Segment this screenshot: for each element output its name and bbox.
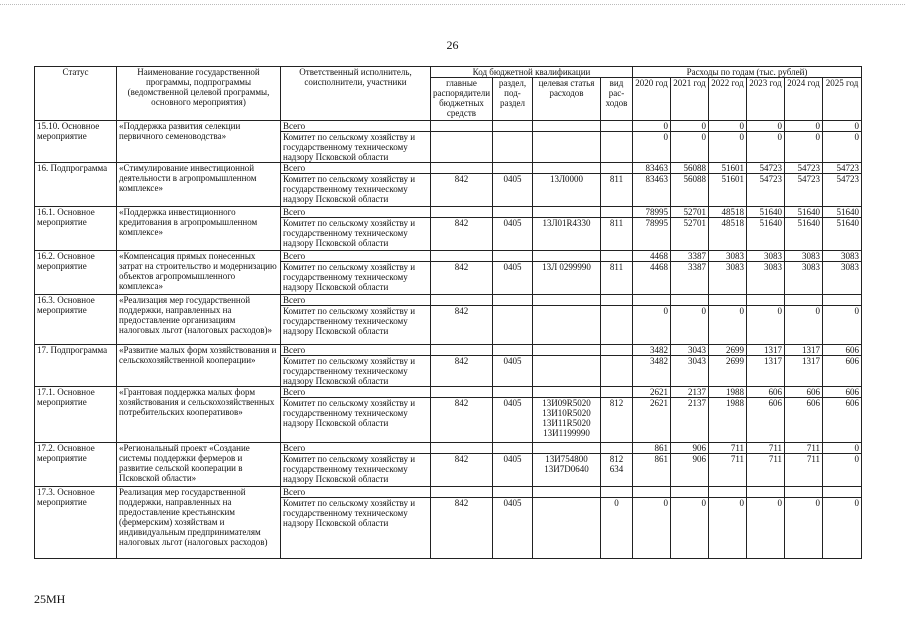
- row-value: 0: [671, 306, 709, 345]
- empty-cell: [493, 163, 533, 174]
- row-total-value: 54723: [823, 163, 862, 174]
- row-total-value: 3482: [633, 345, 671, 356]
- row-kbk-main: 842: [431, 454, 493, 487]
- row-value: 2137: [671, 398, 709, 443]
- row-total-value: [785, 487, 823, 498]
- row-kbk-main: [431, 132, 493, 163]
- row-value: 0: [671, 132, 709, 163]
- row-kbk-section: 0405: [493, 498, 533, 559]
- empty-cell: [431, 295, 493, 306]
- row-total-value: 0: [709, 121, 747, 132]
- header-kbk: Код бюджетной квалификации: [431, 67, 633, 78]
- row-total-value: 606: [747, 387, 785, 398]
- row-total-value: 3043: [671, 345, 709, 356]
- row-value: 606: [785, 398, 823, 443]
- row-total-value: 1317: [747, 345, 785, 356]
- row-value: 48518: [709, 218, 747, 251]
- row-name: Реализация мер государственной поддержки, направленных на предоставление крестьянским (фермерским) хозяйствам и индивидуальным предпринимателям налоговых льгот (налоговых расходов): [117, 487, 281, 559]
- article-code: 13Л01R4330: [542, 218, 591, 228]
- row-kbk-article: [533, 306, 601, 345]
- empty-cell: [431, 387, 493, 398]
- article-code: 13И1199990: [543, 428, 590, 438]
- article-code: 13И754800: [545, 454, 588, 464]
- header-kbk-article: целевая статья расходов: [533, 78, 601, 121]
- row-status: 16. Подпрограмма: [35, 163, 117, 207]
- row-total-value: 0: [823, 121, 862, 132]
- empty-cell: [601, 295, 633, 306]
- row-executor: Комитет по сельскому хозяйству и государственному техническому надзору Псковской области: [281, 454, 431, 487]
- row-total-value: 3387: [671, 251, 709, 262]
- row-kbk-type: 811: [601, 218, 633, 251]
- header-year: 2020 год: [633, 78, 671, 121]
- row-value: 52701: [671, 218, 709, 251]
- article-code: 13Л0000: [549, 174, 584, 184]
- row-kbk-main: 842: [431, 398, 493, 443]
- row-total-label: Всего: [281, 163, 431, 174]
- row-value: 3083: [709, 262, 747, 295]
- row-executor: Комитет по сельскому хозяйству и государственному техническому надзору Псковской области: [281, 132, 431, 163]
- row-value: 0: [671, 498, 709, 559]
- row-value: 0: [785, 306, 823, 345]
- row-kbk-section: 0405: [493, 218, 533, 251]
- row-total-value: [709, 487, 747, 498]
- row-value: 51601: [709, 174, 747, 207]
- row-value: 3083: [823, 262, 862, 295]
- article-code: 13И7D0640: [544, 464, 589, 474]
- row-total-value: 51640: [823, 207, 862, 218]
- footer-code: 25МН: [34, 592, 66, 606]
- row-value: 51640: [823, 218, 862, 251]
- row-kbk-main: 842: [431, 306, 493, 345]
- row-kbk-type: 0: [601, 498, 633, 559]
- row-total-value: [671, 487, 709, 498]
- row-total-value: 906: [671, 443, 709, 454]
- row-kbk-article: [533, 174, 601, 207]
- row-name: «Развитие малых форм хозяйствования и сельскохозяйственной кооперации»: [117, 345, 281, 387]
- table-row-total: [35, 207, 862, 218]
- row-total-value: [671, 295, 709, 306]
- header-kbk-main: главные распорядители бюджетных средств: [431, 78, 493, 121]
- row-total-value: 2699: [709, 345, 747, 356]
- empty-cell: [601, 387, 633, 398]
- row-total-value: [785, 295, 823, 306]
- table-row-total: [35, 251, 862, 262]
- header-status: Статус: [35, 67, 117, 121]
- empty-cell: [493, 207, 533, 218]
- row-total-value: [709, 295, 747, 306]
- empty-cell: [431, 251, 493, 262]
- empty-cell: [601, 345, 633, 356]
- header-expenses: Расходы по годам (тыс. рублей): [633, 67, 862, 78]
- row-status: 17.3. Основное мероприятие: [35, 487, 117, 559]
- row-status: 17.1. Основное мероприятие: [35, 387, 117, 443]
- row-value: 711: [709, 454, 747, 487]
- row-kbk-section: 0405: [493, 262, 533, 295]
- article-code: 13И11R5020: [542, 418, 591, 428]
- row-total-value: [633, 295, 671, 306]
- row-kbk-article: [533, 262, 601, 295]
- row-total-value: [633, 487, 671, 498]
- row-value: 54723: [823, 174, 862, 207]
- row-executor: Комитет по сельскому хозяйству и государственному техническому надзору Псковской области: [281, 498, 431, 559]
- row-value: 0: [823, 454, 862, 487]
- empty-cell: [533, 163, 601, 174]
- row-kbk-main: 842: [431, 262, 493, 295]
- row-kbk-section: 0405: [493, 454, 533, 487]
- row-kbk-main: 842: [431, 218, 493, 251]
- row-kbk-main: 842: [431, 356, 493, 387]
- row-total-value: 606: [823, 387, 862, 398]
- row-total-value: 3083: [709, 251, 747, 262]
- row-value: 3482: [633, 356, 671, 387]
- row-value: 0: [747, 498, 785, 559]
- row-kbk-article: [533, 498, 601, 559]
- row-total-value: 51640: [747, 207, 785, 218]
- row-value: 51640: [785, 218, 823, 251]
- article-code: 13И10R5020: [542, 408, 591, 418]
- row-value: 4468: [633, 262, 671, 295]
- row-value: 711: [747, 454, 785, 487]
- row-total-value: 52701: [671, 207, 709, 218]
- row-kbk-article: [533, 218, 601, 251]
- row-value: 0: [785, 498, 823, 559]
- row-total-value: 0: [671, 121, 709, 132]
- table-row-total: [35, 295, 862, 306]
- row-value: 0: [823, 132, 862, 163]
- empty-cell: [533, 387, 601, 398]
- header-year: 2023 год: [747, 78, 785, 121]
- empty-cell: [601, 251, 633, 262]
- row-name: «Компенсация прямых понесенных затрат на строительство и модернизацию объектов агропромышленного комплекса»: [117, 251, 281, 295]
- row-total-value: 1988: [709, 387, 747, 398]
- empty-cell: [431, 207, 493, 218]
- empty-cell: [431, 487, 493, 498]
- article-code: 13Л 0299990: [542, 262, 591, 272]
- row-kbk-type: [601, 306, 633, 345]
- row-value: 0: [633, 306, 671, 345]
- empty-cell: [493, 345, 533, 356]
- row-total-value: 83463: [633, 163, 671, 174]
- row-value: 0: [633, 498, 671, 559]
- empty-cell: [533, 121, 601, 132]
- table-row-total: [35, 387, 862, 398]
- row-kbk-type: [601, 132, 633, 163]
- empty-cell: [431, 443, 493, 454]
- row-name: «Поддержка развития селекции первичного семеноводства»: [117, 121, 281, 163]
- row-total-label: Всего: [281, 443, 431, 454]
- row-name: «Реализация мер государственной поддержки, направленных на предоставление организациям налоговых льгот (налоговых расходов)»: [117, 295, 281, 345]
- row-executor: Комитет по сельскому хозяйству и государственному техническому надзору Псковской области: [281, 262, 431, 295]
- row-total-value: 1317: [785, 345, 823, 356]
- row-total-value: 78995: [633, 207, 671, 218]
- row-total-value: 0: [633, 121, 671, 132]
- row-value: 0: [709, 306, 747, 345]
- empty-cell: [431, 121, 493, 132]
- row-total-value: 606: [823, 345, 862, 356]
- empty-cell: [493, 487, 533, 498]
- row-status: 16.2. Основное мероприятие: [35, 251, 117, 295]
- empty-cell: [601, 207, 633, 218]
- row-total-value: 3083: [823, 251, 862, 262]
- row-total-value: [747, 295, 785, 306]
- row-total-label: Всего: [281, 121, 431, 132]
- empty-cell: [493, 251, 533, 262]
- header-name: Наименование государственной программы, подпрограммы (ведомственной целевой программы, основного мероприятия): [117, 67, 281, 121]
- row-value: 711: [785, 454, 823, 487]
- row-kbk-type: 811: [601, 262, 633, 295]
- row-total-value: 0: [823, 443, 862, 454]
- row-value: 54723: [747, 174, 785, 207]
- row-kbk-type: 811: [601, 174, 633, 207]
- row-value: 2699: [709, 356, 747, 387]
- empty-cell: [431, 163, 493, 174]
- article-code: 13И09R5020: [542, 398, 591, 408]
- row-status: 15.10. Основное мероприятие: [35, 121, 117, 163]
- row-kbk-section: 0405: [493, 398, 533, 443]
- row-value: 83463: [633, 174, 671, 207]
- row-kbk-section: 0405: [493, 174, 533, 207]
- row-total-value: 0: [747, 121, 785, 132]
- row-value: 0: [747, 132, 785, 163]
- empty-cell: [601, 443, 633, 454]
- page-top-edge: [0, 4, 905, 5]
- empty-cell: [601, 487, 633, 498]
- row-value: 0: [709, 132, 747, 163]
- row-total-value: 4468: [633, 251, 671, 262]
- row-value: 2621: [633, 398, 671, 443]
- row-total-value: 3083: [747, 251, 785, 262]
- row-total-label: Всего: [281, 207, 431, 218]
- row-name: «Стимулирование инвестиционной деятельности в агропромышленном комплексе»: [117, 163, 281, 207]
- row-value: 0: [785, 132, 823, 163]
- table-row-total: [35, 487, 862, 498]
- table-row-total: [35, 443, 862, 454]
- table-row-total: [35, 345, 862, 356]
- budget-table: [34, 66, 862, 559]
- table-row-total: [35, 163, 862, 174]
- row-kbk-article: [533, 398, 601, 443]
- row-value: 0: [823, 498, 862, 559]
- row-kbk-article: [533, 454, 601, 487]
- row-status: 17. Подпрограмма: [35, 345, 117, 387]
- row-value: 51640: [747, 218, 785, 251]
- header-kbk-section: раздел, под-раздел: [493, 78, 533, 121]
- row-total-label: Всего: [281, 251, 431, 262]
- row-executor: Комитет по сельскому хозяйству и государственному техническому надзору Псковской области: [281, 218, 431, 251]
- empty-cell: [493, 295, 533, 306]
- header-year: 2021 год: [671, 78, 709, 121]
- empty-cell: [533, 207, 601, 218]
- row-value: 0: [709, 498, 747, 559]
- row-value: 3083: [785, 262, 823, 295]
- header-year: 2024 год: [785, 78, 823, 121]
- row-value: 0: [823, 306, 862, 345]
- row-value: 1988: [709, 398, 747, 443]
- row-total-value: [823, 295, 862, 306]
- row-total-label: Всего: [281, 295, 431, 306]
- row-value: 606: [823, 356, 862, 387]
- row-value: 1317: [747, 356, 785, 387]
- empty-cell: [493, 121, 533, 132]
- row-total-label: Всего: [281, 487, 431, 498]
- empty-cell: [601, 121, 633, 132]
- row-total-label: Всего: [281, 345, 431, 356]
- empty-cell: [431, 345, 493, 356]
- row-kbk-main: 842: [431, 174, 493, 207]
- page-number: 26: [446, 38, 459, 52]
- row-value: 606: [823, 398, 862, 443]
- row-total-value: [747, 487, 785, 498]
- row-executor: Комитет по сельскому хозяйству и государственному техническому надзору Псковской области: [281, 398, 431, 443]
- row-name: «Поддержка инвестиционного кредитования в агропромышленном комплексе»: [117, 207, 281, 251]
- row-total-value: 54723: [785, 163, 823, 174]
- row-total-value: 0: [785, 121, 823, 132]
- row-total-value: 711: [785, 443, 823, 454]
- row-status: 16.1. Основное мероприятие: [35, 207, 117, 251]
- table-row-total: [35, 121, 862, 132]
- row-total-value: 56088: [671, 163, 709, 174]
- row-value: 78995: [633, 218, 671, 251]
- row-kbk-section: 0405: [493, 356, 533, 387]
- empty-cell: [533, 345, 601, 356]
- row-value: 1317: [785, 356, 823, 387]
- row-total-value: 51640: [785, 207, 823, 218]
- row-kbk-article: [533, 356, 601, 387]
- row-name: «Грантовая поддержка малых форм хозяйствования и сельскохозяйственных потребительских кооперативов»: [117, 387, 281, 443]
- row-status: 16.3. Основное мероприятие: [35, 295, 117, 345]
- row-value: 906: [671, 454, 709, 487]
- row-value: 3043: [671, 356, 709, 387]
- row-total-value: 711: [709, 443, 747, 454]
- header-kbk-type: вид рас-ходов: [601, 78, 633, 121]
- row-value: 861: [633, 454, 671, 487]
- row-kbk-type: 812: [601, 398, 633, 443]
- empty-cell: [533, 251, 601, 262]
- row-kbk-type: [601, 356, 633, 387]
- row-total-value: 606: [785, 387, 823, 398]
- empty-cell: [493, 443, 533, 454]
- empty-cell: [533, 295, 601, 306]
- row-value: 0: [633, 132, 671, 163]
- row-kbk-article: [533, 132, 601, 163]
- row-total-value: 711: [747, 443, 785, 454]
- row-status: 17.2. Основное мероприятие: [35, 443, 117, 487]
- row-total-value: 861: [633, 443, 671, 454]
- row-total-value: 51601: [709, 163, 747, 174]
- row-value: 54723: [785, 174, 823, 207]
- empty-cell: [533, 487, 601, 498]
- header-year: 2025 год: [823, 78, 862, 121]
- row-value: 3387: [671, 262, 709, 295]
- row-total-label: Всего: [281, 387, 431, 398]
- header-year: 2022 год: [709, 78, 747, 121]
- row-total-value: 2621: [633, 387, 671, 398]
- row-total-value: 3083: [785, 251, 823, 262]
- row-kbk-section: [493, 306, 533, 345]
- row-kbk-type: 812 634: [601, 454, 633, 487]
- row-total-value: 2137: [671, 387, 709, 398]
- row-total-value: 54723: [747, 163, 785, 174]
- row-executor: Комитет по сельскому хозяйству и государственному техническому надзору Псковской области: [281, 174, 431, 207]
- row-value: 0: [747, 306, 785, 345]
- empty-cell: [493, 387, 533, 398]
- row-name: «Региональный проект «Создание системы поддержки фермеров и развитие сельской кооперации в Псковской области»: [117, 443, 281, 487]
- header-executor: Ответственный исполнитель, соисполнители, участники: [281, 67, 431, 121]
- row-executor: Комитет по сельскому хозяйству и государственному техническому надзору Псковской области: [281, 306, 431, 345]
- row-value: 56088: [671, 174, 709, 207]
- row-total-value: [823, 487, 862, 498]
- table-body: [35, 121, 862, 559]
- row-executor: Комитет по сельскому хозяйству и государственному техническому надзору Псковской области: [281, 356, 431, 387]
- row-value: 3083: [747, 262, 785, 295]
- row-value: 606: [747, 398, 785, 443]
- empty-cell: [601, 163, 633, 174]
- row-kbk-section: [493, 132, 533, 163]
- row-total-value: 48518: [709, 207, 747, 218]
- row-kbk-main: 842: [431, 498, 493, 559]
- empty-cell: [533, 443, 601, 454]
